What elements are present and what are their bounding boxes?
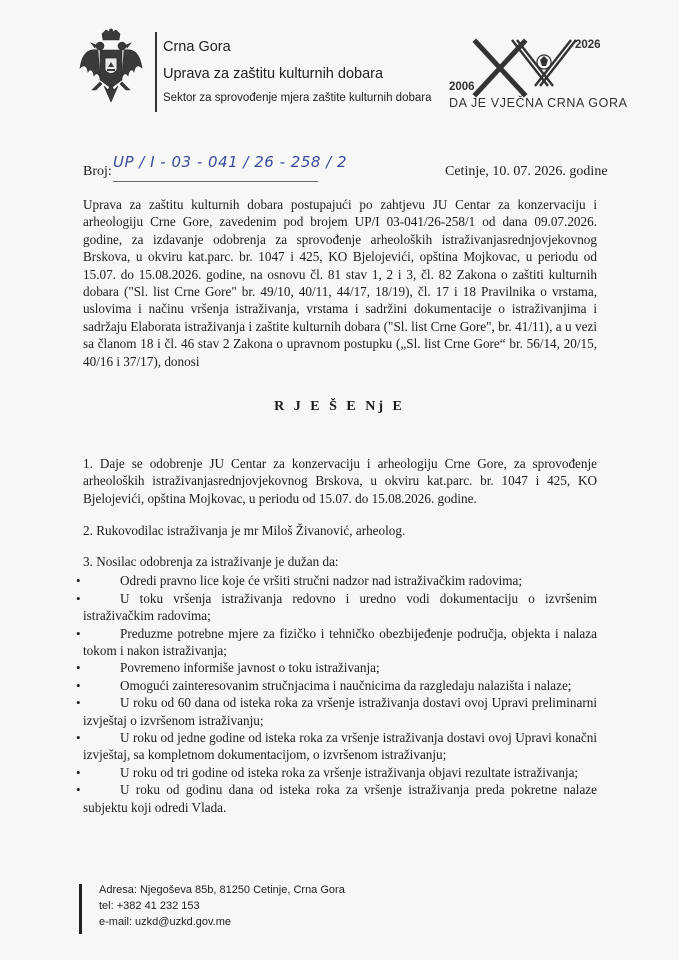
obligations-list: [83, 572, 597, 816]
institution-name: Uprava za zaštitu kulturnih dobara: [163, 66, 384, 82]
sector-name: Sektor za sprovođenje mjera zaštite kulturnih dobara: [163, 92, 432, 104]
logo-year-end: 2026: [575, 39, 601, 51]
decision-point-3: [83, 553, 597, 816]
footer-address: Adresa: Njegoševa 85b, 81250 Cetinje, Crna Gora: [99, 884, 345, 896]
decision-title: R J E Š E Nj E: [274, 399, 405, 414]
country-name: Crna Gora: [163, 39, 231, 55]
list-item: • U roku od tri godine od isteka roka za vršenje istraživanja objavi rezultate istraživanja;: [83, 764, 597, 781]
footer-bar: [79, 884, 82, 934]
footer-phone: tel: +382 41 232 153: [99, 900, 200, 912]
intro-paragraph: Uprava za zaštitu kulturnih dobara postupajući po zahtjevu JU Centar za konzervaciju i arheologiju Crne Gore, zavedenim pod brojem UP/I 03-041/26-258/1 od dana 09.07.2026. godine, za izdavanje odobrenja za sprovođenje arheoloških istraživanjasrednjovjekovnog Brskova, u okviru kat.parc. br. 1047 i 425, KO Bjelojevići, opština Mojkovac, u periodu od 15.07. do 15.08.2026. godine, na osnovu čl. 81 stav 1, 2 i 3, čl. 82 Zakona o zaštiti kulturnih dobara ("Sl. list Crne Gore" br. 49/10, 40/11, 44/17, 18/19), čl. 17 i 18 Pravilnika o vrstama, uslovima i načinu vršenja istraživanja, vrstama i sadržini dokumentacije o istraživanjima i sadržaju Elaborata istraživanja i zaštite kulturnih dobara ("Sl. list Crne Gore", br. 41/11), a u vezi sa članom 18 i čl. 46 stav 2 Zakona o upravnom postupku („Sl. list Crne Gore“ br. 56/14, 20/15, 40/16 i 37/17), donosi: [83, 197, 597, 369]
decision-point-1: 1. Daje se odobrenje JU Centar za konzervaciju i arheologiju Crne Gore, za sprovođenje arheoloških istraživanjasrednjovjekovnog Brskova, u okviru kat.parc. br. 1047 i 425, KO Bjelojevići, opština Mojkovac, u periodu od 15.07. do 15.08.2026. godine.: [83, 456, 597, 506]
list-item: • U roku od godinu dana od isteka roka za vršenje istraživanja preda pokretne nalaze subjektu koji odredi Vlada.: [83, 781, 597, 816]
montenegro-coat-of-arms-icon: [78, 28, 144, 106]
handwritten-reference-number: UP / I - 03 - 041 / 26 - 258 / 2: [113, 153, 348, 171]
reference-label: Broj:: [83, 164, 112, 179]
document-date: Cetinje, 10. 07. 2026. godine: [445, 164, 608, 179]
footer-email: e-mail: uzkd@uzkd.gov.me: [99, 916, 232, 928]
decision-point-2: 2. Rukovodilac istraživanja je mr Miloš Živanović, arheolog.: [83, 523, 406, 538]
list-item: • U roku od jedne godine od isteka roka za vršenje istraživanja dostavi ovoj Upravi konačni izvještaj, sa kompletnom dokumentacijom, o izvršenom istraživanju;: [83, 729, 597, 764]
list-item: • U toku vršenja istraživanja redovno i uredno vodi dokumentaciju o izvršenim istraživačkim radovima;: [83, 590, 597, 625]
reference-underline: [113, 181, 318, 182]
decision-point-3-lead: 3. Nosilac odobrenja za istraživanje je dužan da:: [83, 554, 339, 569]
list-item: • U roku od 60 dana od isteka roka za vršenje istraživanja dostavi ovoj Upravi preliminarni izvještaj o izvršenom istraživanju;: [83, 694, 597, 729]
list-item: • Odredi pravno lice koje će vršiti stručni nadzor nad istraživačkim radovima;: [83, 572, 597, 589]
list-item: • Povremeno informiše javnost o toku istraživanja;: [83, 659, 597, 676]
list-item: • Omogući zainteresovanim stručnjacima i naučnicima da razgledaju nalazišta i nalaze;: [83, 677, 597, 694]
institution-header: [163, 38, 431, 105]
header-divider: [155, 32, 157, 112]
contact-footer: [99, 882, 345, 930]
logo-caption: DA JE VJEČNA CRNA GORA: [449, 96, 628, 110]
logo-year-start: 2006: [449, 81, 475, 93]
list-item: • Preduzme potrebne mjere za fizičko i tehničko obezbijeđenje područja, objekta i nalaza tokom i nakon istraživanja;: [83, 625, 597, 660]
